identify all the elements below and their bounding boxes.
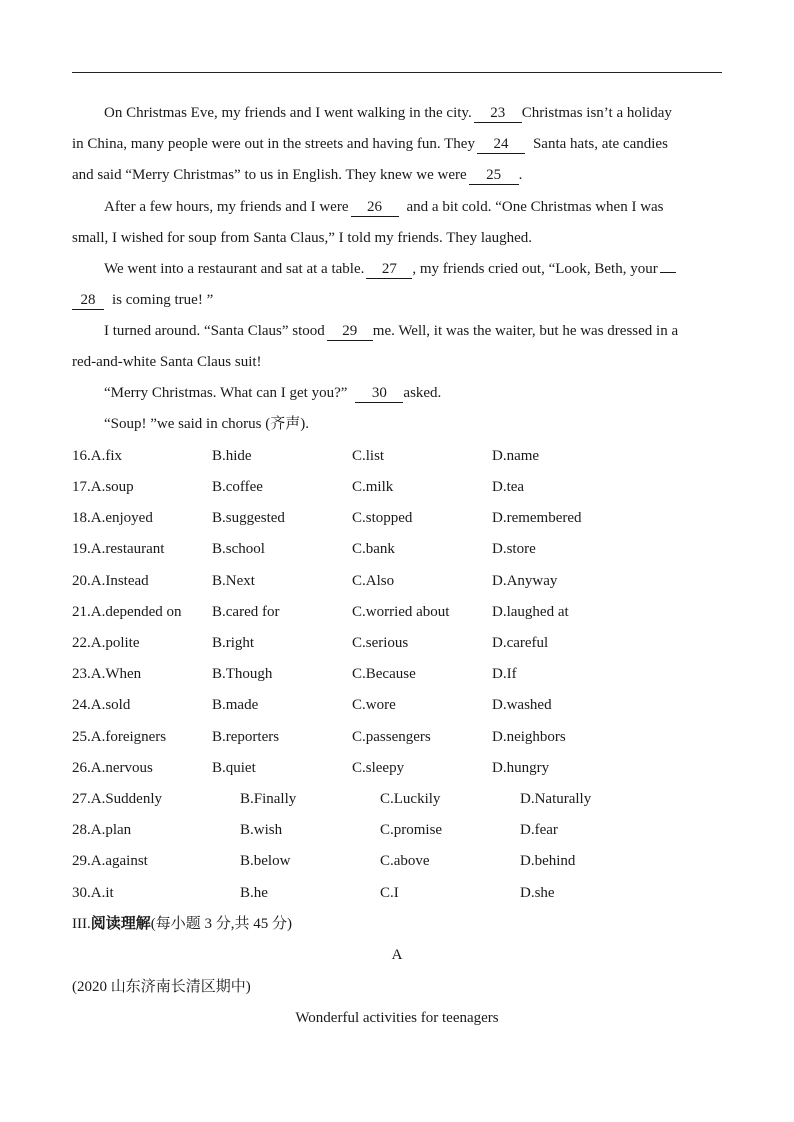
- option-b: B.Next: [212, 573, 255, 589]
- option-b: B.suggested: [212, 510, 285, 526]
- option-c: C.promise: [380, 822, 443, 838]
- passage-line-2: [72, 134, 668, 154]
- option-c: C.worried about: [352, 604, 450, 620]
- option-a: 24.A.sold: [72, 697, 131, 713]
- passage-text: Christmas isn’t a holiday: [521, 105, 672, 121]
- option-d: D.remembered: [492, 510, 582, 526]
- passage-text: On Christmas Eve, my friends and I went walking in the city.: [104, 105, 472, 121]
- passage-line-6: [104, 259, 676, 279]
- option-d: D.neighbors: [492, 729, 566, 745]
- option-d: D.hungry: [492, 760, 550, 776]
- passage-line-9: [72, 352, 262, 372]
- passage-text: small, I wished for soup from Santa Claus,” I told my friends. They laughed.: [72, 230, 533, 246]
- passage-text: , my friends cried out, “Look, Beth, your: [412, 261, 658, 277]
- option-a: 18.A.enjoyed: [72, 510, 153, 526]
- option-a: 27.A.Suddenly: [72, 791, 162, 807]
- option-c: C.passengers: [352, 729, 431, 745]
- option-a: 26.A.nervous: [72, 760, 153, 776]
- option-a: 21.A.depended on: [72, 604, 182, 620]
- passage-text: red-and-white Santa Claus suit!: [72, 354, 262, 370]
- option-b: B.made: [212, 697, 259, 713]
- passage-text: .: [518, 167, 523, 183]
- blank-27: 27: [366, 260, 412, 279]
- option-c: C.bank: [352, 541, 395, 557]
- option-d: D.Naturally: [520, 791, 592, 807]
- option-b: B.coffee: [212, 479, 263, 495]
- blank-29: 29: [327, 322, 373, 341]
- section-heading: III.阅读理解(每小题 3 分,共 45 分): [72, 916, 293, 932]
- blank-23: 23: [474, 104, 522, 123]
- blank-28: 28: [72, 291, 104, 310]
- part-label: A: [391, 947, 403, 963]
- option-a: 28.A.plan: [72, 822, 132, 838]
- option-d: D.name: [492, 448, 540, 464]
- option-b: B.right: [212, 635, 255, 651]
- option-c: C.serious: [352, 635, 409, 651]
- option-b: B.quiet: [212, 760, 256, 776]
- option-a: 17.A.soup: [72, 479, 134, 495]
- passage-line-7: [72, 290, 213, 310]
- option-c: C.Luckily: [380, 791, 441, 807]
- option-d: D.behind: [520, 853, 576, 869]
- passage-text: and said “Merry Christmas” to us in English. They knew we were: [72, 167, 467, 183]
- passage-line-10: [104, 383, 441, 403]
- option-b: B.cared for: [212, 604, 280, 620]
- option-b: B.hide: [212, 448, 252, 464]
- passage-text: is coming true! ”: [112, 292, 214, 308]
- passage-text: in China, many people were out in the streets and having fun. They: [72, 136, 475, 152]
- header-rule: [72, 72, 722, 73]
- blank-26: 26: [351, 198, 399, 217]
- option-d: D.Anyway: [492, 573, 558, 589]
- option-c: C.stopped: [352, 510, 413, 526]
- passage-line-3: [72, 165, 522, 185]
- option-c: C.milk: [352, 479, 394, 495]
- passage-line-4: [104, 197, 664, 217]
- option-b: B.below: [240, 853, 291, 869]
- passage-text: I turned around. “Santa Claus” stood: [104, 323, 325, 339]
- blank-25: 25: [469, 166, 519, 185]
- option-d: D.store: [492, 541, 536, 557]
- passage-text: me. Well, it was the waiter, but he was dressed in a: [372, 323, 679, 339]
- option-c: C.sleepy: [352, 760, 405, 776]
- passage-line-8: [104, 321, 678, 341]
- option-a: 20.A.Instead: [72, 573, 149, 589]
- option-b: B.school: [212, 541, 265, 557]
- option-c: C.I: [380, 885, 399, 901]
- passage-text: Santa hats, ate candies: [532, 136, 668, 152]
- reading-title: Wonderful activities for teenagers: [295, 1010, 499, 1026]
- blank-28-start: [660, 272, 676, 273]
- option-b: B.Though: [212, 666, 273, 682]
- passage-line-1: [104, 103, 672, 123]
- option-a: 29.A.against: [72, 853, 148, 869]
- source-note: (2020 山东济南长清区期中): [72, 979, 251, 995]
- blank-24: 24: [477, 135, 525, 154]
- option-d: D.laughed at: [492, 604, 569, 620]
- blank-30: 30: [355, 384, 403, 403]
- option-d: D.she: [520, 885, 555, 901]
- passage-text: After a few hours, my friends and I were: [104, 199, 349, 215]
- option-c: C.list: [352, 448, 385, 464]
- option-a: 22.A.polite: [72, 635, 140, 651]
- option-b: B.wish: [240, 822, 283, 838]
- passage-text: We went into a restaurant and sat at a table.: [104, 261, 365, 277]
- option-a: 25.A.foreigners: [72, 729, 167, 745]
- option-c: C.wore: [352, 697, 396, 713]
- option-b: B.he: [240, 885, 268, 901]
- option-c: C.Because: [352, 666, 416, 682]
- passage-line-5: [72, 228, 532, 248]
- option-b: B.reporters: [212, 729, 280, 745]
- passage-text: and a bit cold. “One Christmas when I was: [406, 199, 664, 215]
- option-b: B.Finally: [240, 791, 297, 807]
- option-a: 30.A.it: [72, 885, 114, 901]
- passage-text: asked.: [403, 385, 442, 401]
- passage-text: “Merry Christmas. What can I get you?”: [104, 385, 348, 401]
- passage-text: “Soup! ”we said in chorus (齐声).: [104, 416, 309, 432]
- option-d: D.If: [492, 666, 517, 682]
- option-c: C.Also: [352, 573, 395, 589]
- option-c: C.above: [380, 853, 430, 869]
- option-d: D.careful: [492, 635, 549, 651]
- option-d: D.washed: [492, 697, 552, 713]
- option-a: 23.A.When: [72, 666, 142, 682]
- option-d: D.tea: [492, 479, 525, 495]
- option-d: D.fear: [520, 822, 558, 838]
- passage-line-11: [104, 414, 309, 434]
- option-a: 16.A.fix: [72, 448, 122, 464]
- option-a: 19.A.restaurant: [72, 541, 165, 557]
